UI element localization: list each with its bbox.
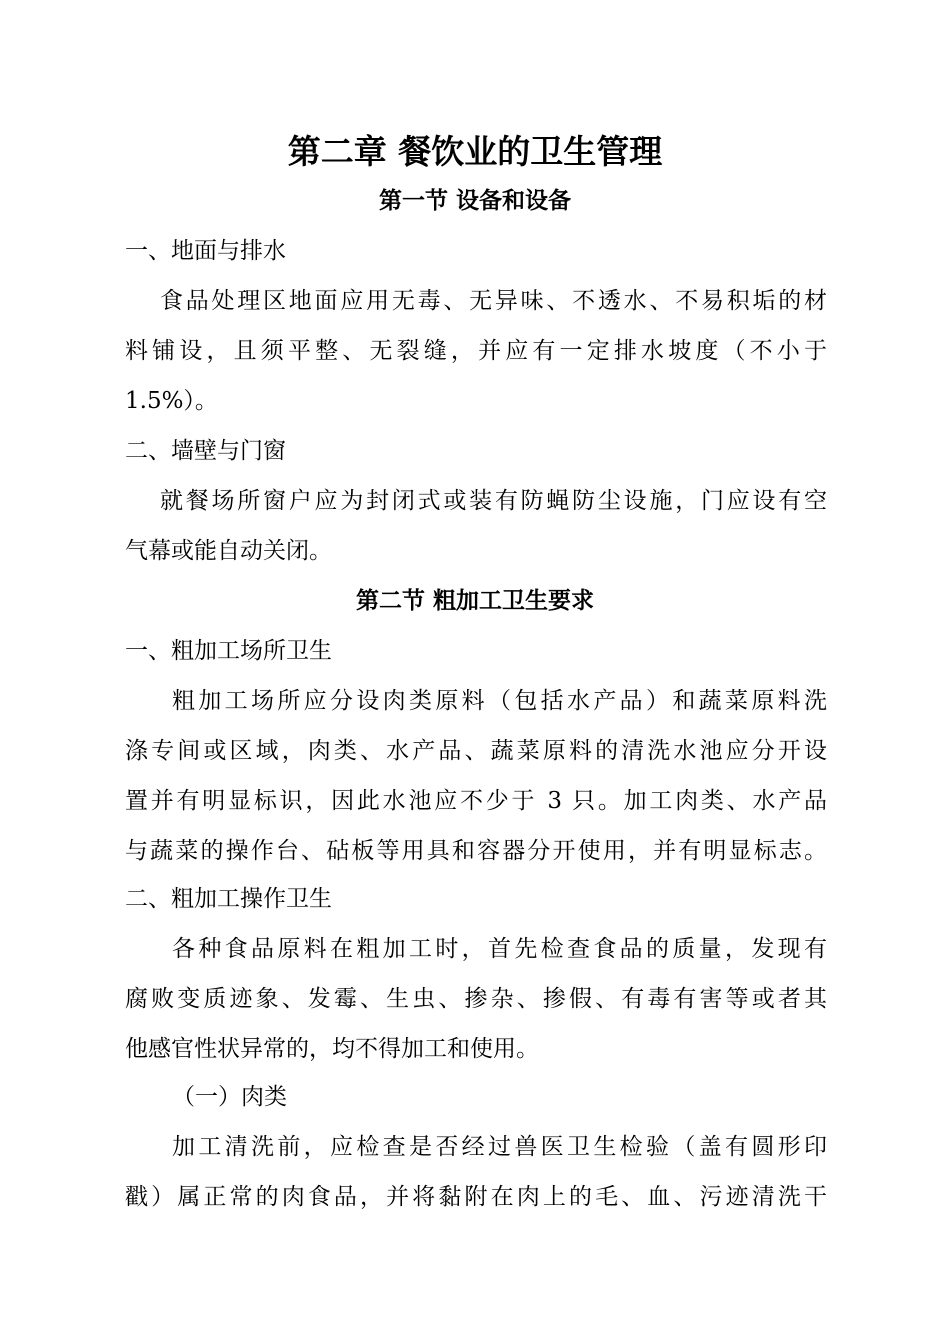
- paragraph-line: 食品处理区地面应用无毒、无异味、不透水、不易积垢的材: [160, 288, 827, 314]
- paragraph-line: 料铺设，且须平整、无裂缝，并应有一定排水坡度（不小于: [125, 338, 827, 364]
- paragraph-line: 腐败变质迹象、发霉、生虫、掺杂、掺假、有毒有害等或者其: [125, 986, 827, 1012]
- section-1-heading-2: 二、墙壁与门窗: [125, 438, 286, 464]
- paragraph-line: 加工清洗前，应检查是否经过兽医卫生检验（盖有圆形印: [172, 1134, 827, 1160]
- section-2-heading-2: 二、粗加工操作卫生: [125, 886, 332, 912]
- section-1-title: 第一节 设备和设备: [378, 188, 571, 214]
- item-heading-meat: （一）肉类: [172, 1084, 287, 1110]
- paragraph-line: 与蔬菜的操作台、砧板等用具和容器分开使用，并有明显标志。: [125, 838, 827, 864]
- paragraph-line: 涤专间或区域，肉类、水产品、蔬菜原料的清洗水池应分开设: [125, 738, 827, 764]
- paragraph-line: 1.5%）。: [125, 388, 218, 414]
- paragraph-line: 各种食品原料在粗加工时，首先检查食品的质量，发现有: [172, 936, 827, 962]
- paragraph-line: 他感官性状异常的，均不得加工和使用。: [125, 1036, 539, 1062]
- chapter-title: 第二章 餐饮业的卫生管理: [287, 132, 663, 171]
- section-2-heading-1: 一、粗加工场所卫生: [125, 638, 332, 664]
- section-2-title: 第二节 粗加工卫生要求: [355, 588, 594, 614]
- paragraph-line: 置并有明显标识，因此水池应不少于 3 只。加工肉类、水产品: [125, 788, 827, 814]
- paragraph-line: 气幕或能自动关闭。: [125, 538, 332, 564]
- section-1-heading-1: 一、地面与排水: [125, 238, 286, 264]
- paragraph-line: 就餐场所窗户应为封闭式或装有防蝇防尘设施，门应设有空: [160, 488, 827, 514]
- paragraph-line: 戳）属正常的肉食品，并将黏附在肉上的毛、血、污迹清洗干: [125, 1184, 827, 1210]
- paragraph-line: 粗加工场所应分设肉类原料（包括水产品）和蔬菜原料洗: [172, 688, 827, 714]
